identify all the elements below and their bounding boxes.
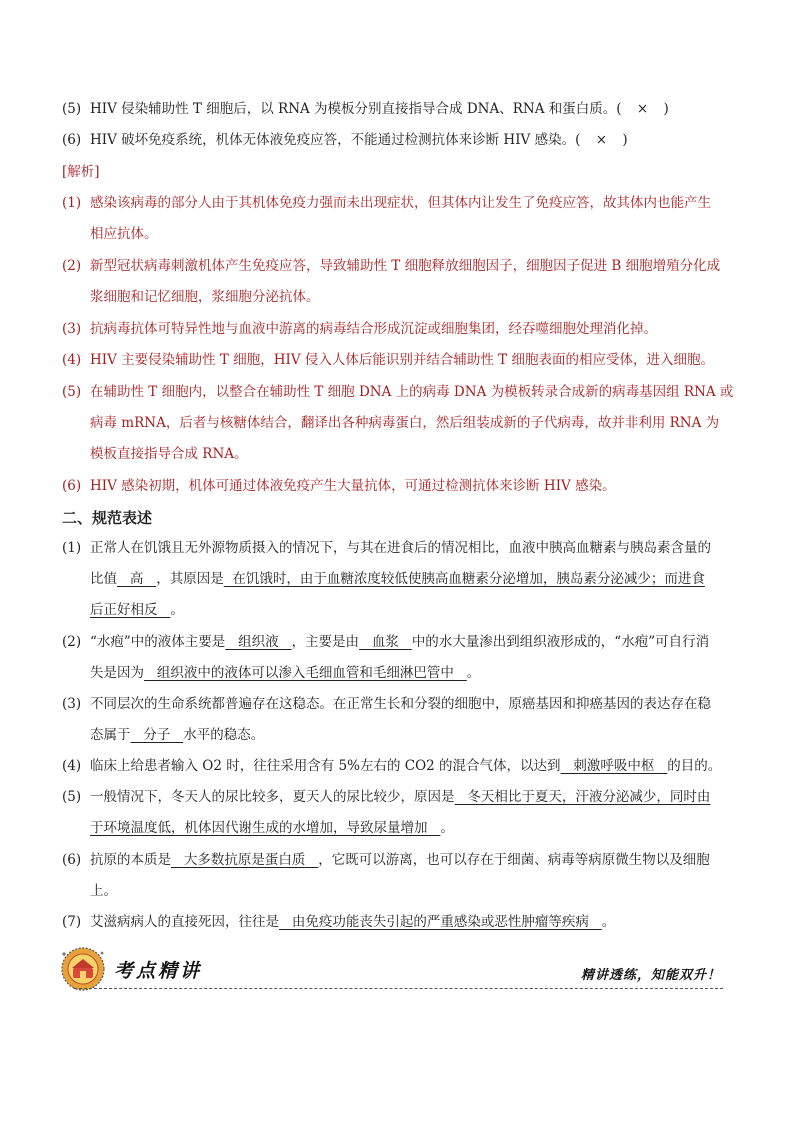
- item-number: (6): [62, 852, 82, 868]
- period: 。: [601, 914, 616, 930]
- analysis-item-5: [62, 377, 738, 408]
- question-text: 临床上给患者输入 O2 时，往往采用含有 5%左右的 CO2 的混合气体，以达到: [90, 758, 561, 774]
- analysis-item-4: [62, 345, 738, 376]
- item-number: (4): [62, 352, 82, 368]
- judgment-text: HIV 破坏免疫系统，机体无体液免疫应答，不能通过检测抗体来诊断 HIV 感染。(: [90, 132, 581, 148]
- cross-mark: ×: [595, 132, 608, 148]
- question-text: ，它既可以游离，也可以存在于细菌、病毒等病原微生物以及细胞: [318, 852, 710, 868]
- close-paren: ): [622, 132, 628, 148]
- answer-blank: 高: [117, 571, 157, 587]
- analysis-item-5-cont2: [62, 439, 738, 470]
- cross-mark: ×: [636, 101, 649, 117]
- item-number: (7): [62, 914, 82, 930]
- answer-blank: 由免疫功能丧失引起的严重感染或恶性肿瘤等疾病: [279, 914, 602, 930]
- analysis-label: [解析]: [62, 164, 100, 180]
- question-2-cont: [62, 658, 738, 689]
- question-1-cont: [62, 564, 738, 595]
- answer-blank: 组织液中的液体可以渗入毛细血管和毛细淋巴管中: [144, 665, 467, 681]
- analysis-item-2-cont: [62, 282, 738, 313]
- question-text: ，主要是由: [291, 634, 360, 650]
- answer-blank: 刺激呼吸中枢: [560, 758, 668, 774]
- question-text: 态属于: [90, 727, 131, 743]
- badge-logo-icon: [58, 944, 108, 994]
- answer-blank: 分子: [130, 727, 184, 743]
- answer-blank: 冬天相比于夏天，汗液分泌减少，同时由: [454, 789, 711, 805]
- judgment-item-6: [62, 125, 738, 156]
- question-1: [62, 533, 738, 564]
- question-6-cont: [62, 876, 738, 907]
- section-title: 二、规范表述: [62, 509, 153, 527]
- item-number: (4): [62, 758, 82, 774]
- analysis-text: 相应抗体。: [90, 226, 158, 242]
- item-number: (5): [62, 384, 82, 400]
- analysis-item-1-cont: [62, 219, 738, 250]
- question-text: 不同层次的生命系统都普遍存在这稳态。在正常生长和分裂的细胞中，原癌基因和抑癌基因的表达存在稳: [90, 696, 711, 712]
- question-7: [62, 907, 738, 938]
- answer-blank: 组织液: [225, 634, 292, 650]
- analysis-item-3: [62, 314, 738, 345]
- analysis-text: 抗病毒抗体可特异性地与血液中游离的病毒结合形成沉淀或细胞集团，经吞噬细胞处理消化掉。: [90, 321, 657, 337]
- analysis-text: 模板直接指导合成 RNA。: [90, 446, 248, 462]
- answer-blank: 于环境温度低，机体因代谢生成的水增加，导致尿量增加: [90, 820, 441, 836]
- question-3-cont: [62, 720, 738, 751]
- question-5-cont: [62, 813, 738, 844]
- answer-blank: 在饥饿时，由于血糖浓度较低使胰高血糖素分泌增加，胰岛素分泌减少；而进食: [223, 571, 705, 587]
- analysis-text: HIV 感染初期，机体可通过体液免疫产生大量抗体，可通过检测抗体来诊断 HIV 感染。: [90, 478, 616, 494]
- answer-blank: 后正好相反: [90, 602, 171, 618]
- item-number: (3): [62, 696, 82, 712]
- item-number: (1): [62, 540, 82, 556]
- analysis-item-2: [62, 251, 738, 282]
- question-text: “水疱”中的液体主要是: [90, 634, 226, 650]
- analysis-text: 感染该病毒的部分人由于其机体免疫力强而未出现症状，但其体内让发生了免疫应答，故其体内也能产生: [90, 195, 711, 211]
- judgment-text: HIV 侵染辅助性 T 细胞后，以 RNA 为模板分别直接指导合成 DNA、RNA 和蛋白质。(: [90, 101, 622, 117]
- question-text: 艾滋病病人的直接死因，往往是: [90, 914, 279, 930]
- question-5: [62, 782, 738, 813]
- section-banner: [58, 944, 723, 998]
- item-number: (2): [62, 258, 82, 274]
- close-paren: ): [663, 101, 669, 117]
- question-text: 正常人在饥饿且无外源物质摄入的情况下，与其在进食后的情况相比，血液中胰高血糖素与胰岛素含量的: [90, 540, 711, 556]
- judgment-item-5: [62, 94, 738, 125]
- question-text: ，其原因是: [156, 571, 224, 587]
- period: 。: [466, 665, 481, 681]
- item-number: (1): [62, 195, 82, 211]
- banner-title: 考点精讲: [114, 960, 203, 982]
- analysis-item-1: [62, 188, 738, 219]
- analysis-item-5-cont: [62, 408, 738, 439]
- item-number: (5): [62, 789, 82, 805]
- question-text: 一般情况下，冬天人的尿比较多，夏天人的尿比较少，原因是: [90, 789, 455, 805]
- item-number: (2): [62, 634, 82, 650]
- question-text: 水平的稳态。: [183, 727, 265, 743]
- question-6: [62, 845, 738, 876]
- question-text: 抗原的本质是: [90, 852, 171, 868]
- question-3: [62, 689, 738, 720]
- question-4: [62, 751, 738, 782]
- question-text: 上。: [90, 883, 117, 899]
- analysis-text: 新型冠状病毒刺激机体产生免疫应答，导致辅助性 T 细胞释放细胞因子，细胞因子促进 B 细胞增殖分化成: [90, 258, 721, 274]
- analysis-text: 在辅助性 T 细胞内，以整合在辅助性 T 细胞 DNA 上的病毒 DNA 为模板转录合成新的病毒基因组 RNA 或: [90, 384, 734, 400]
- question-1-cont2: [62, 595, 738, 626]
- item-number: (3): [62, 321, 82, 337]
- item-number: (5): [62, 101, 82, 117]
- period: 。: [170, 602, 184, 618]
- analysis-text: 病毒 mRNA，后者与核糖体结合，翻译出各种病毒蛋白，然后组装成新的子代病毒，故并非利用 RNA 为: [90, 415, 720, 431]
- answer-blank: 血浆: [359, 634, 412, 650]
- question-2: [62, 627, 738, 658]
- analysis-text: 浆细胞和记忆细胞，浆细胞分泌抗体。: [90, 289, 320, 305]
- item-number: (6): [62, 132, 82, 148]
- item-number: (6): [62, 478, 82, 494]
- question-text: 的目的。: [667, 758, 722, 774]
- banner-slogan: 精讲透练，知能双升！: [580, 968, 721, 983]
- answer-blank: 大多数抗原是蛋白质: [171, 852, 319, 868]
- period: 。: [440, 820, 454, 836]
- analysis-text: HIV 主要侵染辅助性 T 细胞，HIV 侵入人体后能识别并结合辅助性 T 细胞表面的相应受体，进入细胞。: [90, 352, 714, 368]
- question-text: 比值: [90, 571, 117, 587]
- question-text: 失是因为: [90, 665, 144, 681]
- banner-divider: [74, 988, 723, 989]
- question-text: 中的水大量渗出到组织液形成的，“水疱”可自行消: [411, 634, 710, 650]
- analysis-item-6: [62, 471, 738, 502]
